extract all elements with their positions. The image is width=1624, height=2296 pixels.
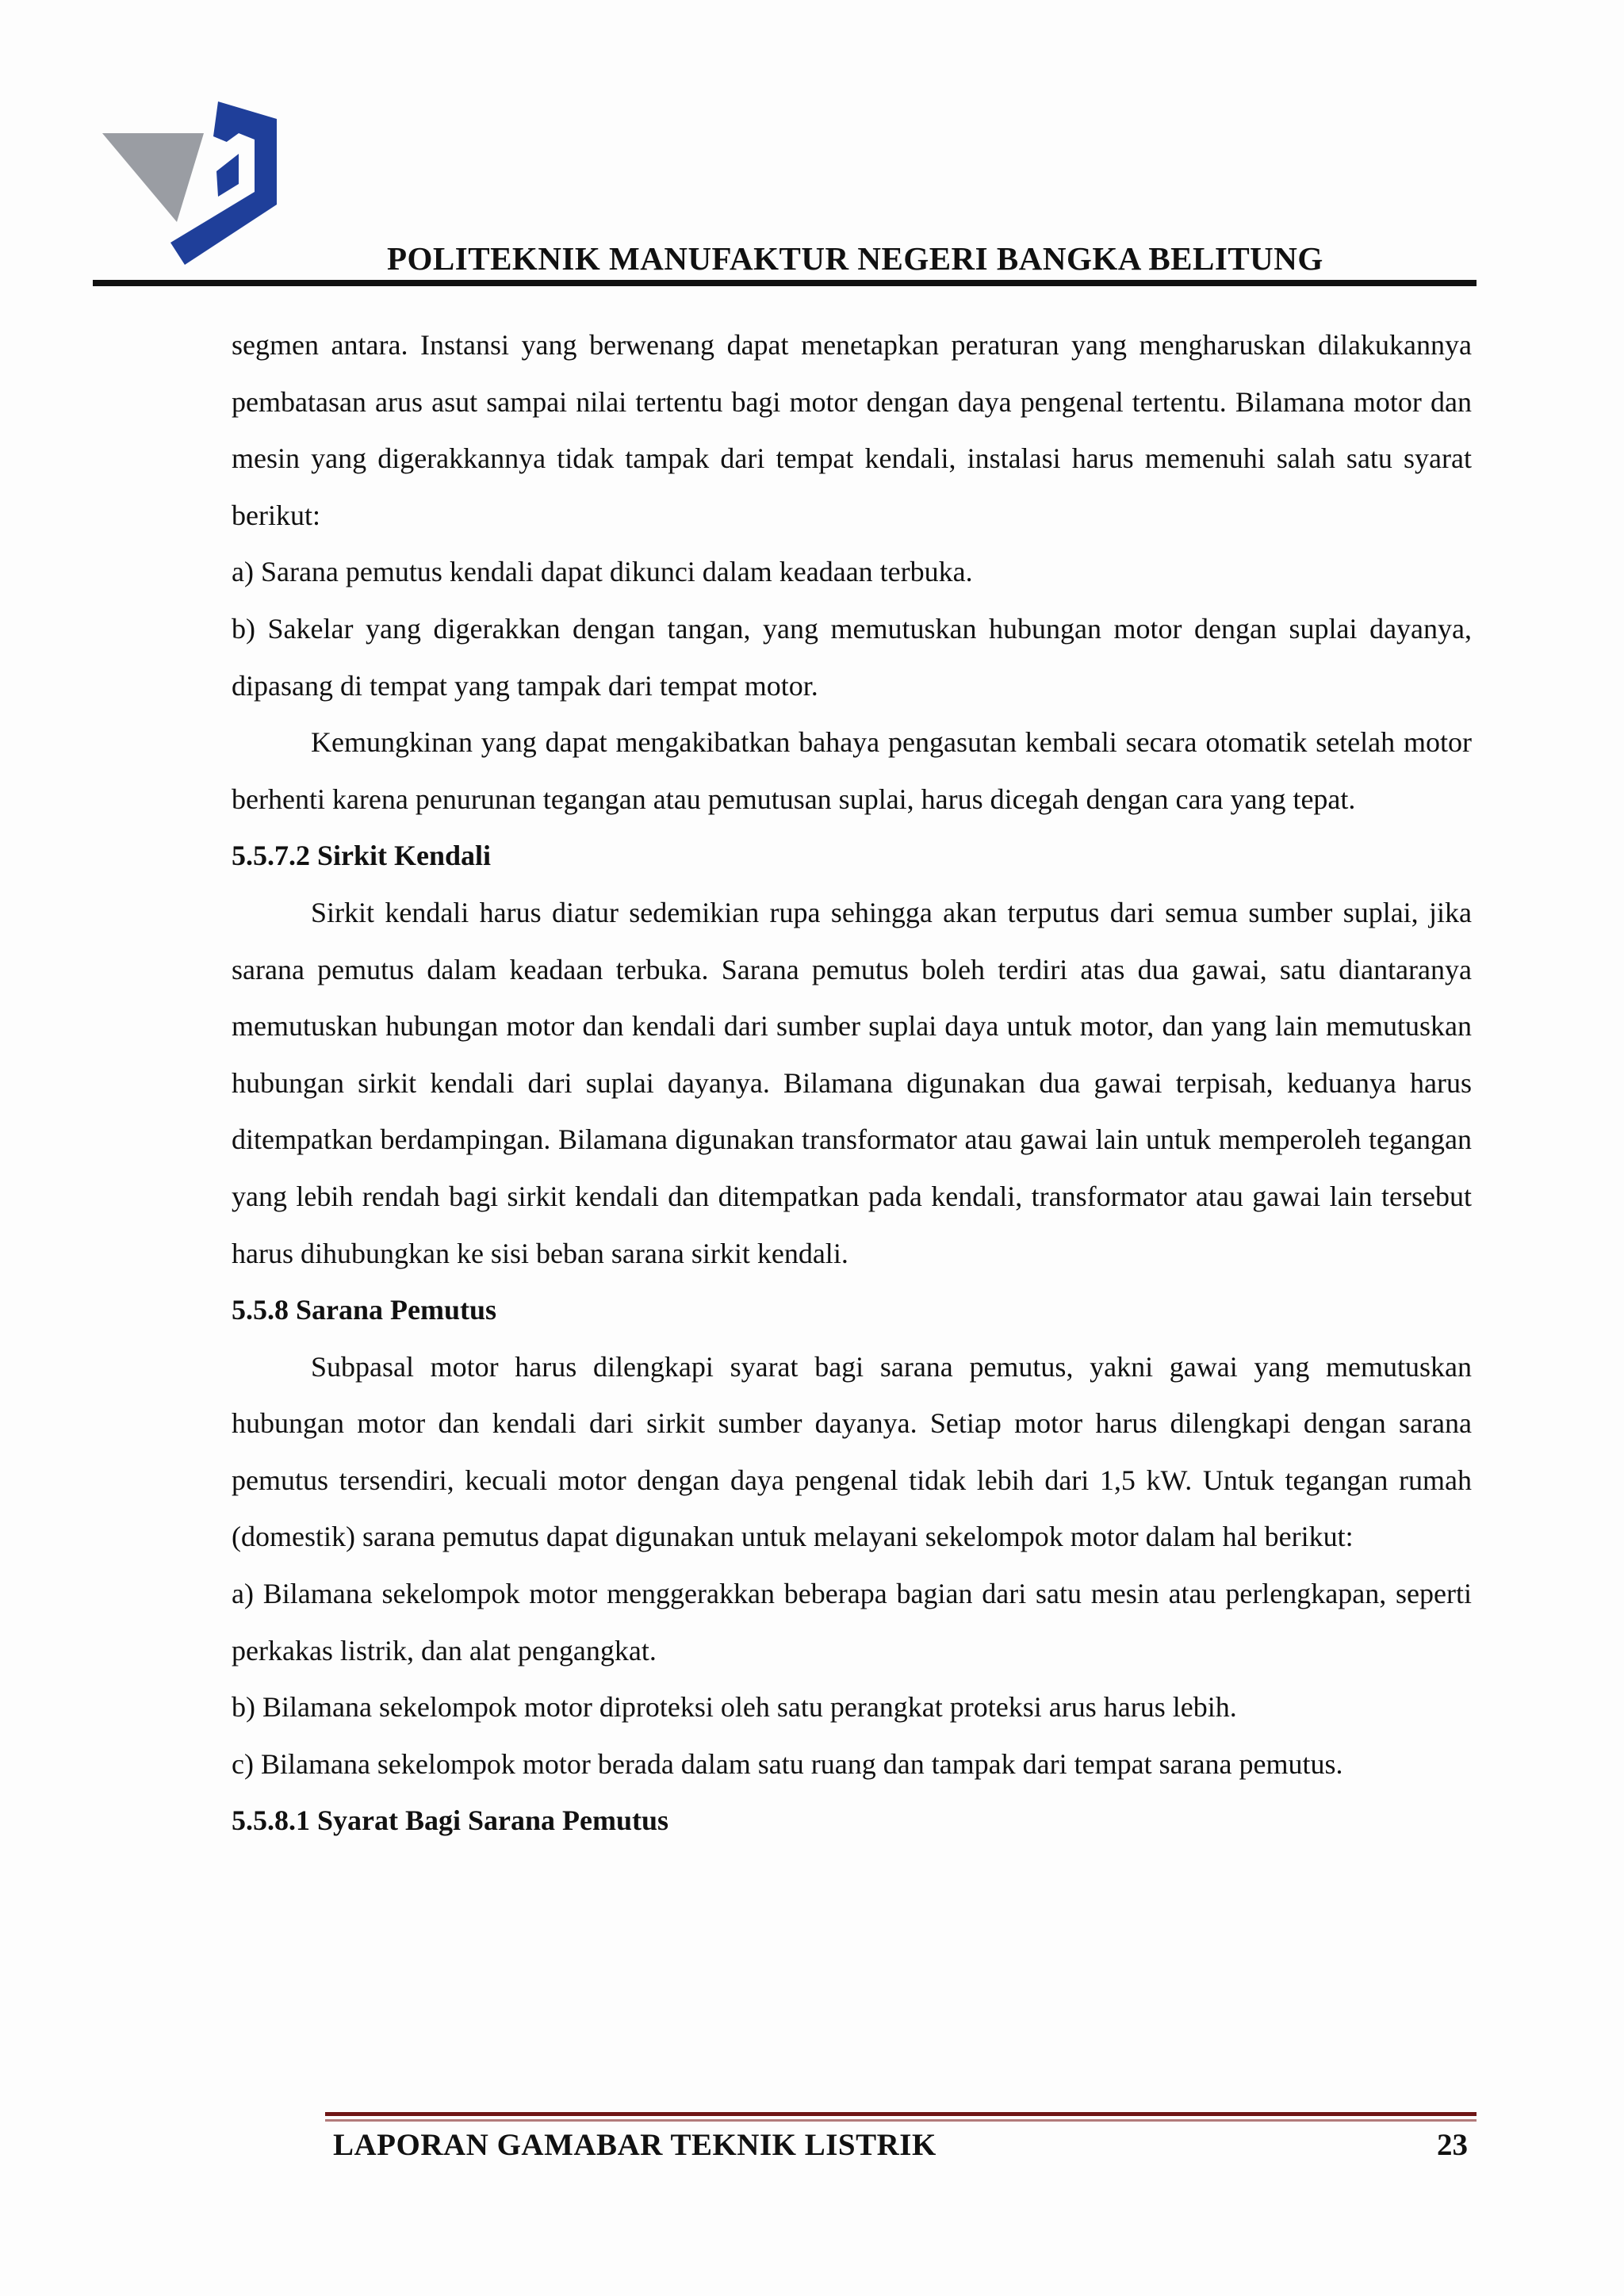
paragraph: Sirkit kendali harus diatur sedemikian rupa sehingga akan terputus dari semua sumber suplai, jika sarana pemutus dalam keadaan terbuka. Sarana pemutus boleh terdiri atas dua gawai, satu diantaranya memutuskan hubungan motor dan kendali dari sumber suplai daya untuk motor, dan yang lain memutuskan hubungan sirkit kendali dari suplai dayanya. Bilamana digunakan dua gawai terpisah, keduanya harus ditempatkan berdampingan. Bilamana digunakan transformator atau gawai lain untuk memperoleh tegangan yang lebih rendah bagi sirkit kendali dan ditempatkan pada kendali, transformator atau gawai lain tersebut harus dihubungkan ke sisi beban sarana sirkit kendali. xyxy=(232,896,1472,1269)
paragraph: segmen antara. Instansi yang berwenang dapat menetapkan peraturan yang mengharuskan dilakukannya pembatasan arus asut sampai nilai tertentu bagi motor dengan daya pengenal tertentu. Bilamana motor dan mesin yang digerakkannya tidak tampak dari tempat kendali, instalasi harus memenuhi salah satu syarat berikut: xyxy=(232,329,1472,531)
header-divider xyxy=(93,280,1477,286)
list-item: c) Bilamana sekelompok motor berada dalam satu ruang dan tampak dari tempat sarana pemutus. xyxy=(232,1747,1343,1780)
list-item: b) Bilamana sekelompok motor diproteksi oleh satu perangkat proteksi arus harus lebih. xyxy=(232,1691,1237,1724)
document-body xyxy=(232,317,1472,1850)
footer-divider xyxy=(325,2112,1477,2116)
footer-divider-thin xyxy=(325,2119,1477,2122)
polman-babel-logo-icon xyxy=(99,95,345,270)
section-heading: 5.5.7.2 Sirkit Kendali xyxy=(232,840,492,872)
list-item: a) Sarana pemutus kendali dapat dikunci dalam keadaan terbuka. xyxy=(232,556,973,588)
section-heading: 5.5.8.1 Syarat Bagi Sarana Pemutus xyxy=(232,1804,669,1837)
header-institution-title: POLITEKNIK MANUFAKTUR NEGERI BANGKA BELITUNG xyxy=(387,240,1323,277)
paragraph: Subpasal motor harus dilengkapi syarat bagi sarana pemutus, yakni gawai yang memutuskan hubungan motor dan kendali dari sirkit sumber dayanya. Setiap motor harus dilengkapi dengan sarana pemutus tersendiri, kecuali motor dengan daya pengenal tidak lebih dari 1,5 kW. Untuk tegangan rumah (domestik) sarana pemutus dapat digunakan untuk melayani sekelompok motor dalam hal berikut: xyxy=(232,1350,1472,1553)
paragraph: Kemungkinan yang dapat mengakibatkan bahaya pengasutan kembali secara otomatik setelah motor berhenti karena penurunan tegangan atau pemutusan suplai, harus dicegah dengan cara yang tepat. xyxy=(232,726,1472,815)
page-number: 23 xyxy=(1437,2128,1468,2162)
list-item: b) Sakelar yang digerakkan dengan tangan, yang memutuskan hubungan motor dengan suplai dayanya, dipasang di tempat yang tampak dari tempat motor. xyxy=(232,612,1472,702)
list-item: a) Bilamana sekelompok motor menggerakkan beberapa bagian dari satu mesin atau perlengkapan, seperti perkakas listrik, dan alat pengangkat. xyxy=(232,1578,1472,1667)
footer-title: LAPORAN GAMABAR TEKNIK LISTRIK xyxy=(333,2128,936,2162)
section-heading: 5.5.8 Sarana Pemutus xyxy=(232,1294,497,1326)
